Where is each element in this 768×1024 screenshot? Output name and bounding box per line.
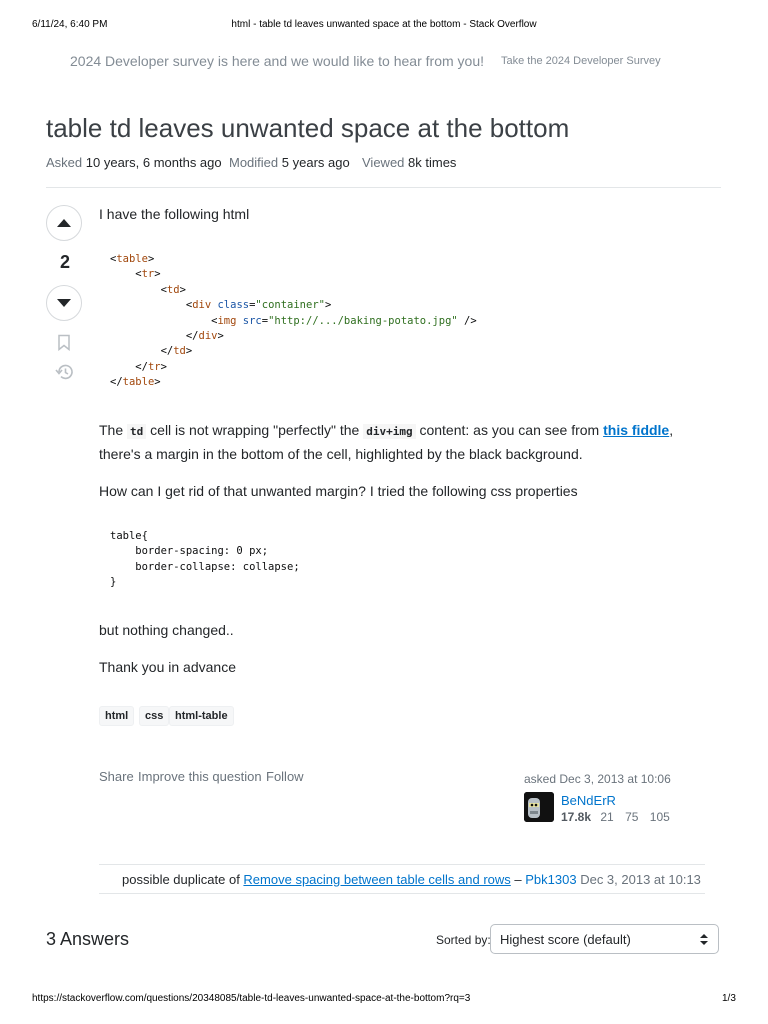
- reputation-score: 17.8k: [561, 810, 592, 824]
- select-arrows-icon: [700, 934, 708, 945]
- silver-badge-count: 75: [625, 810, 639, 824]
- question-title[interactable]: table td leaves unwanted space at the bottom: [46, 113, 570, 143]
- share-link[interactable]: Share: [99, 769, 134, 784]
- improve-question-link[interactable]: Improve this question: [138, 769, 262, 784]
- bronze-badge-count: 105: [649, 810, 670, 824]
- comment-user-link[interactable]: Pbk1303: [525, 872, 577, 887]
- comments-bottom-divider: [99, 893, 705, 894]
- tag-html[interactable]: html: [99, 706, 134, 726]
- comment-duplicate-link[interactable]: Remove spacing between table cells and rows: [243, 872, 511, 887]
- modified-meta: [229, 155, 350, 170]
- question-paragraph-2: How can I get rid of that unwanted margin? I tried the following css properties: [99, 483, 578, 499]
- viewed-meta: [362, 155, 456, 170]
- sorted-by-label: Sorted by:: [436, 933, 491, 947]
- follow-link[interactable]: Follow: [266, 769, 304, 784]
- gold-badge-count: 21: [600, 810, 614, 824]
- modified-label: Modified: [229, 155, 279, 170]
- fiddle-link[interactable]: this fiddle: [603, 422, 670, 438]
- print-page-number: 1/3: [722, 993, 736, 1004]
- timeline-button[interactable]: [55, 363, 75, 386]
- answers-count-heading: 3 Answers: [46, 929, 130, 949]
- question-paragraph-3: but nothing changed..: [99, 622, 234, 638]
- tag-html-table[interactable]: html-table: [169, 706, 234, 726]
- sort-select[interactable]: [490, 924, 719, 954]
- arrow-up-icon: [57, 219, 71, 227]
- asked-label: Asked: [46, 155, 83, 170]
- bookmark-icon: [57, 334, 71, 351]
- css-code-block: table{ border-spacing: 0 px; border-collapse: collapse; }: [110, 530, 300, 589]
- viewed-value: 8k times: [408, 155, 457, 170]
- viewed-label: Viewed: [362, 155, 405, 170]
- author-name[interactable]: BeNdErR: [561, 793, 616, 808]
- history-icon: [55, 363, 75, 381]
- inline-code-td: td: [127, 424, 146, 439]
- arrow-down-icon: [57, 299, 71, 307]
- comments-top-divider: [99, 864, 705, 865]
- survey-banner-text: 2024 Developer survey is here and we would like to hear from you!: [70, 53, 484, 69]
- title-divider: [46, 187, 721, 188]
- print-page-title: html - table td leaves unwanted space at the bottom - Stack Overflow: [231, 19, 537, 30]
- modified-value[interactable]: 5 years ago: [281, 155, 350, 170]
- inline-code-div-img: div+img: [363, 424, 415, 439]
- question-paragraph-4: Thank you in advance: [99, 659, 236, 675]
- downvote-button[interactable]: [46, 285, 82, 321]
- author-reputation: [561, 810, 670, 824]
- bookmark-button[interactable]: [57, 334, 71, 356]
- question-paragraph-1: The td cell is not wrapping "perfectly" the div+img content: as you can see from this fiddle, there's a margin in the bottom of the cell, highlighted by the black background.: [99, 422, 674, 462]
- question-score: 2: [59, 252, 70, 272]
- survey-banner-link[interactable]: Take the 2024 Developer Survey: [501, 55, 661, 67]
- tag-css[interactable]: css: [139, 706, 169, 726]
- sort-select-value: Highest score (default): [500, 932, 631, 947]
- comment-date: Dec 3, 2013 at 10:13: [576, 872, 701, 887]
- upvote-button[interactable]: [46, 205, 82, 241]
- print-datetime: 6/11/24, 6:40 PM: [32, 19, 108, 30]
- comment: possible duplicate of Remove spacing between table cells and rows – Pbk1303 Dec 3, 2013 at 10:13: [122, 872, 701, 887]
- avatar-image-icon: [524, 792, 554, 822]
- asked-meta: [46, 155, 222, 170]
- html-code-block: <table> <tr> <td> <div class="container"> <img src="http://.../baking-potato.jpg" /> </div> </td> </tr> </table>: [110, 253, 477, 389]
- question-intro: I have the following html: [99, 206, 250, 222]
- asked-timestamp: asked Dec 3, 2013 at 10:06: [524, 772, 671, 786]
- print-url: https://stackoverflow.com/questions/20348085/table-td-leaves-unwanted-space-at-the-bottom?rq=3: [32, 993, 471, 1004]
- asked-value: 10 years, 6 months ago: [85, 155, 222, 170]
- avatar[interactable]: [524, 792, 554, 822]
